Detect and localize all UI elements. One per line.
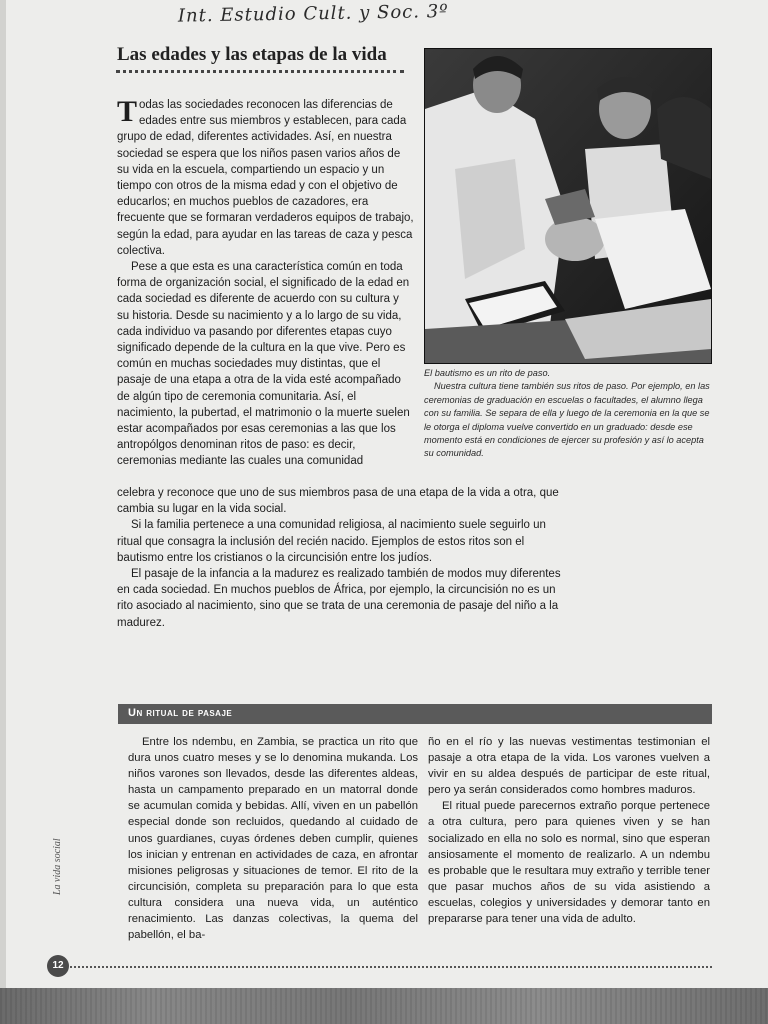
ritual-column-2-paragraph: El ritual puede parecernos extraño porque pertenece a otra cultura, pero para quienes viven y se han socializado en ella no solo es normal, sino que esperan ansiosamente el momento de realizarlo. A un ndembu es probable que le resultara muy extraño y terrible tener que pasar muchos años de su vida asistiendo a escuelas, colegios y universidades y demorar tanto en prepararse para tener una vida de adulto. [428,800,710,926]
ritual-column-1-text: Entre los ndembu, en Zambia, se practica un rito que dura unos cuatro meses y se lo denomina mukanda. Los niños varones son llevados, desde las diferentes aldeas, hasta un campamento preparado en un matorral donde se acumulan comida y bebidas. Allí, viven en un pabellón especial donde son recluidos, quedando al cuidado de unos guardianes, cuyas órdenes deben cumplir, quienes los inician y entrenan en actividades de caza, en afrontar misiones peligrosas y situaciones de temor. El rito de la circuncisión, completa su preparación para lo que esta cultura considera una nueva vida, un auténtico renacimiento. Las danzas colectivas, la quema del pabellón, el ba- [128,736,418,942]
page-edge [0,0,6,1024]
article-body-wide [117,485,562,631]
caption-title: El bautismo es un rito de paso. [424,368,551,378]
baptism-photo [424,48,712,364]
page-number: 12 [47,955,69,977]
ritual-column-2 [428,734,710,927]
article-paragraph-1 [117,97,414,259]
caption-body: Nuestra cultura tiene también sus ritos de paso. Por ejemplo, en las ceremonias de graduación en escuelas o facultades, el alumno llega con su familia. Se separa de ella y luego de la ceremonia en la que se le otorga el diploma vuelve convertido en un graduado: desde ese momento está en condiciones de ejercer su profesión y así lo acepta su comunidad. [424,381,710,459]
handwritten-note: Int. Estudio Cult. y Soc. 3º [177,0,449,27]
ritual-sidebar [118,704,712,954]
footer-dotted-rule [70,966,712,968]
article-paragraph-3: Si la familia pertenece a una comunidad religiosa, al nacimiento suele seguirlo un ritual que consagra la inclusión del recién nacido. Ejemplos de estos ritos son el bautismo entre los cristianos o la circuncisión entre los judíos. [117,519,546,564]
ritual-header-title: Un ritual de pasaje [128,707,233,719]
ritual-column-2-continuation: ño en el río y las nuevas vestimentas testimonian el pasaje a otra etapa de la vida. Los varones vuelven a vivir en su aldea después de participar de este ritual, pero ya serán considerados como hombres maduros. [428,736,710,797]
ritual-header-bar [118,704,712,724]
article-paragraph-4: El pasaje de la infancia a la madurez es realizado también de modos muy diferentes en cada sociedad. En muchos pueblos de África, por ejemplo, la circuncisión no es un rito asociado al nacimiento, sino que se trata de una ceremonia de pasaje del niño a la madurez. [117,568,561,629]
title-dotted-rule [116,70,404,73]
baptism-photo-illustration [425,49,711,363]
article-title: Las edades y las etapas de la vida [117,44,387,65]
ritual-column-1 [128,734,418,943]
article-body-narrow [117,97,414,470]
drop-cap: T [117,95,138,128]
article-paragraph-2-continuation: celebra y reconoce que uno de sus miembros pasa de una etapa de la vida a otra, que cambia su lugar en la vida social. [117,487,559,516]
paragraph-1-text: odas las sociedades reconocen las diferencias de edades entre sus miembros y establecen, para cada grupo de edad, diferentes actividades. Así, en nuestra sociedad se espera que los niños pasen varios años de su vida en la escuela, compartiendo un espacio y un tiempo con otros de la misma edad y con el objetivo de educarlos; en muchos pueblos de cazadores, era frecuente que se formaran verdaderos equipos de trabajo, según la edad, para ayudar en las tareas de caza y pesca colectiva. [117,99,414,257]
article-paragraph-2: Pese a que esta es una característica común en toda forma de organización social, el significado de la edad en cada sociedad es diferente de acuerdo con su cultura y su historia. Desde su nacimiento y a lo largo de su vida, cada individuo va pasando por diferentes etapas cuyo significado depende de la cultura en la que vive. Pero es común en muchas sociedades muy distintas, que el pasaje de una etapa a otra de la vida esté acompañado de algún tipo de ceremonia comunitaria. Así, el nacimiento, la pubertad, el matrimonio o la muerte suelen estar acompañados por esas ceremonias a las que los antropólgos denominan ritos de paso: es decir, ceremonias mediante las cuales una comunidad [117,261,410,468]
photo-caption [424,367,714,461]
section-side-label: La vida social [52,838,63,895]
bottom-decorative-band [0,988,768,1024]
